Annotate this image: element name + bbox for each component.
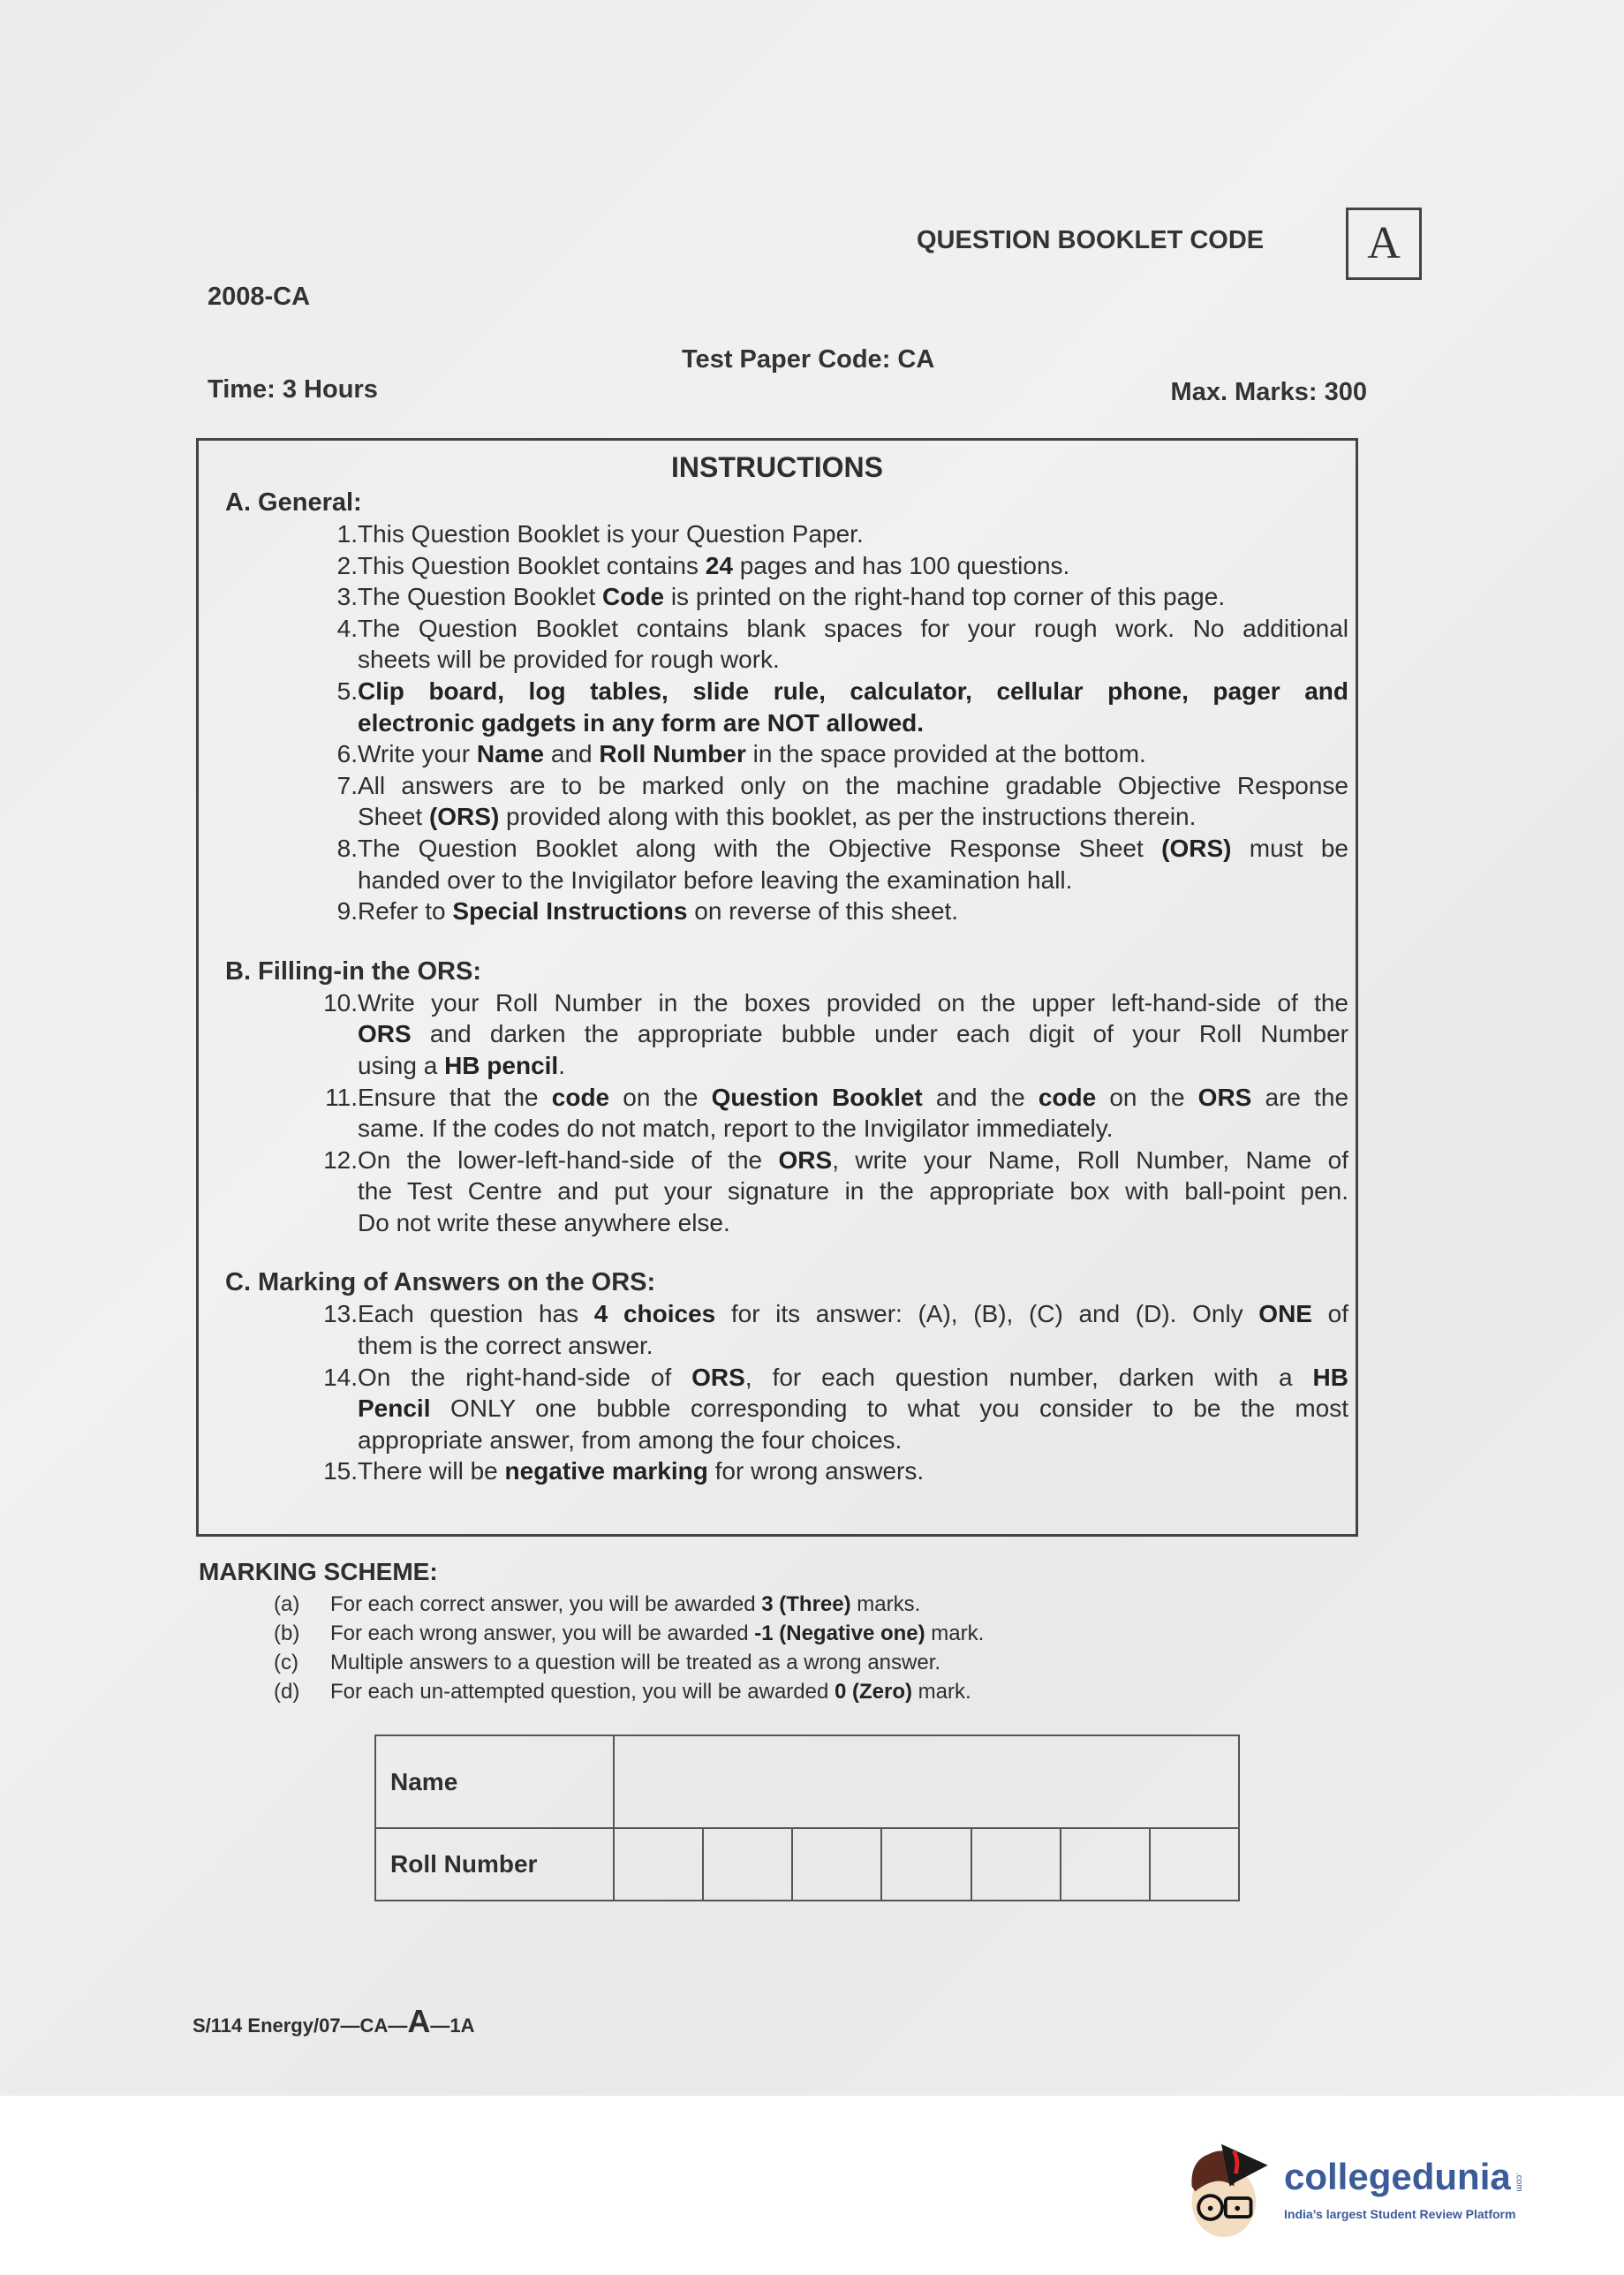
text-segment: , for each question number, darken with a [744, 1363, 1313, 1391]
text-segment: Each question has [358, 1300, 594, 1328]
item-number: 10. [323, 988, 358, 1017]
text-segment: There will be [358, 1457, 505, 1485]
item-line [358, 1175, 1348, 1207]
item-number: 9. [336, 897, 358, 926]
item-label: (c) [274, 1651, 298, 1674]
item-line [358, 801, 1348, 833]
bold-text: electronic gadgets in any form are NOT allowed. [358, 708, 925, 737]
max-marks: Max. Marks: 300 [1170, 378, 1367, 406]
bold-text: Question Booklet [711, 1083, 923, 1111]
text-segment: them is the correct answer. [358, 1332, 653, 1360]
text-segment: The Question Booklet along with the Objective Response Sheet [358, 834, 1162, 862]
logo-wordmark-row [1284, 2155, 1524, 2199]
section-heading: C. Marking of Answers on the ORS: [225, 1268, 656, 1297]
item-number: 15. [323, 1457, 358, 1485]
bold-text: ORS [778, 1145, 833, 1174]
item-number: 2. [336, 551, 358, 579]
item-line [358, 896, 1348, 927]
item-line [358, 833, 1348, 865]
instruction-item [199, 1145, 1356, 1239]
text-segment: sheets will be provided for rough work. [358, 646, 780, 674]
text-segment: , write your Name, Roll Number, Name of [832, 1145, 1348, 1174]
instructions-content [199, 487, 1356, 1487]
text-segment: For each un-attempted question, you will be awarded [330, 1680, 835, 1704]
item-line [358, 987, 1348, 1019]
item-number: 13. [323, 1300, 358, 1328]
item-number: 12. [323, 1145, 358, 1174]
roll-number-digit-box[interactable] [703, 1828, 792, 1901]
section-heading: A. General: [225, 488, 362, 517]
marking-scheme-item [274, 1651, 940, 1675]
instruction-item [199, 550, 1356, 582]
item-line [358, 1393, 1348, 1425]
text-segment: is printed on the right-hand top corner of this page. [664, 583, 1226, 611]
item-number: 4. [336, 614, 358, 642]
bold-text: (ORS) [1161, 834, 1232, 862]
bold-text: Name [476, 740, 545, 768]
text-segment: mark. [912, 1680, 971, 1704]
bold-text: Special Instructions [452, 897, 688, 926]
bold-text: 0 (Zero) [835, 1680, 913, 1704]
text-segment: on the [609, 1083, 712, 1111]
text-segment: . [558, 1051, 565, 1079]
instruction-item [199, 987, 1356, 1082]
item-label: (a) [274, 1592, 300, 1616]
roll-number-digit-box[interactable] [1150, 1828, 1239, 1901]
text-segment: on the [1096, 1083, 1198, 1111]
marking-scheme-heading: MARKING SCHEME: [199, 1558, 438, 1585]
item-line [358, 613, 1348, 645]
text-segment: On the lower-left-hand-side of the [358, 1145, 779, 1174]
text-segment: Write your Roll Number in the boxes provided on the upper left-hand-side of the [358, 988, 1348, 1017]
item-number: 7. [336, 771, 358, 799]
text-segment: of [1311, 1300, 1348, 1328]
roll-number-label: Roll Number [375, 1828, 614, 1901]
marking-scheme-item [274, 1592, 920, 1617]
text-segment: This Question Booklet contains [358, 551, 706, 579]
instruction-item [199, 770, 1356, 833]
text-segment: marks. [850, 1592, 921, 1616]
name-label: Name [375, 1735, 614, 1828]
bold-text: 3 (Three) [761, 1592, 851, 1616]
text-segment: Ensure that the [358, 1083, 552, 1111]
text-segment: ONLY one bubble corresponding to what you consider to be the most [430, 1394, 1348, 1423]
bold-text: ORS [1197, 1083, 1252, 1111]
text-segment: Refer to [358, 897, 453, 926]
bold-text: 4 choices [593, 1300, 716, 1328]
text-segment: for wrong answers. [707, 1457, 925, 1485]
item-line [358, 1113, 1348, 1145]
bold-text: Pencil [358, 1394, 431, 1423]
bold-text: ORS [691, 1363, 745, 1391]
footer-booklet-code: A [407, 2003, 431, 2039]
item-label: (b) [274, 1621, 300, 1645]
roll-number-digit-box[interactable] [614, 1828, 703, 1901]
item-line [358, 1298, 1348, 1330]
item-line [358, 644, 1348, 676]
time-allowed: Time: 3 Hours [208, 375, 378, 404]
bold-text: HB [1312, 1363, 1348, 1391]
bold-text: negative marking [504, 1457, 708, 1485]
item-line [358, 550, 1348, 582]
text-segment: mark. [925, 1621, 985, 1645]
instruction-item [199, 518, 1356, 550]
text-segment: Do not write these anywhere else. [358, 1208, 730, 1236]
bold-text: Roll Number [599, 740, 746, 768]
bold-text: -1 (Negative one) [754, 1621, 925, 1645]
collegedunia-logo [1183, 2135, 1590, 2241]
text-segment: All answers are to be marked only on the machine gradable Objective Response [358, 771, 1348, 799]
text-segment: pages and has 100 questions. [732, 551, 1070, 579]
text-segment: Write your [358, 740, 477, 768]
instruction-item [199, 833, 1356, 896]
instruction-item [199, 1455, 1356, 1487]
name-field[interactable] [614, 1735, 1239, 1828]
item-line [358, 1018, 1348, 1050]
instruction-item [199, 1362, 1356, 1456]
bold-text: code [1038, 1083, 1097, 1111]
roll-number-digit-box[interactable] [971, 1828, 1061, 1901]
roll-number-digit-box[interactable] [881, 1828, 971, 1901]
instruction-item [199, 581, 1356, 613]
item-line [358, 1362, 1348, 1394]
item-line [358, 1425, 1348, 1456]
bold-text: Clip board, log tables, slide rule, calculator, cellular phone, pager and [358, 676, 1348, 705]
test-paper-code: Test Paper Code: CA [682, 345, 935, 374]
item-label: (d) [274, 1680, 300, 1704]
text-segment: and the [922, 1083, 1039, 1111]
bold-text: Code [602, 583, 665, 611]
item-line [358, 865, 1348, 896]
instruction-item [199, 613, 1356, 676]
roll-number-digit-box[interactable] [1061, 1828, 1150, 1901]
text-segment: using a [358, 1051, 445, 1079]
text-segment: handed over to the Invigilator before leaving the examination hall. [358, 865, 1073, 894]
text-segment: On the right-hand-side of [358, 1363, 692, 1391]
footer-prefix: S/114 Energy/07—CA— [193, 2014, 408, 2037]
candidate-details-table [374, 1735, 1240, 1901]
bold-text: HB pencil [444, 1051, 559, 1079]
text-segment: The Question Booklet [358, 583, 603, 611]
bold-text: ONE [1258, 1300, 1312, 1328]
item-line [358, 1082, 1348, 1114]
section-heading: B. Filling-in the ORS: [225, 956, 481, 986]
item-line [358, 1050, 1348, 1082]
instruction-item [199, 896, 1356, 927]
text-segment: and [544, 740, 600, 768]
logo-wordmark: collegedunia [1284, 2156, 1511, 2197]
text-segment: in the space provided at the bottom. [745, 740, 1146, 768]
marking-scheme-item [274, 1680, 971, 1704]
item-number: 1. [336, 520, 358, 548]
roll-number-digit-box[interactable] [792, 1828, 881, 1901]
item-line [358, 738, 1348, 770]
booklet-code-label: QUESTION BOOKLET CODE [917, 226, 1265, 254]
marking-scheme-item [274, 1621, 984, 1646]
logo-tagline: India’s largest Student Review Platform [1284, 2207, 1516, 2221]
text-segment: For each wrong answer, you will be awarded [330, 1621, 755, 1645]
text-segment: For each correct answer, you will be awarded [330, 1592, 762, 1616]
item-line [358, 1455, 1348, 1487]
text-segment: on reverse of this sheet. [687, 897, 959, 926]
bold-text: (ORS) [428, 803, 500, 831]
instruction-item [199, 738, 1356, 770]
item-number: 11. [325, 1083, 358, 1111]
item-line [358, 707, 1348, 739]
item-number: 14. [323, 1363, 358, 1391]
instruction-item [199, 676, 1356, 738]
exam-code: 2008-CA [208, 283, 311, 311]
item-line [358, 770, 1348, 802]
bold-text: code [551, 1083, 610, 1111]
item-line [358, 1330, 1348, 1362]
student-mascot-icon [1183, 2135, 1280, 2241]
bold-text: ORS [358, 1020, 412, 1048]
text-segment: the Test Centre and put your signature in the appropriate box with ball-point pen. [358, 1177, 1348, 1206]
item-line [358, 676, 1348, 707]
item-line [358, 518, 1348, 550]
text-segment: must be [1231, 834, 1348, 862]
instruction-item [199, 1298, 1356, 1361]
item-number: 6. [336, 740, 358, 768]
logo-com: .com [1514, 2173, 1524, 2192]
text-segment: are the [1251, 1083, 1348, 1111]
item-line [358, 581, 1348, 613]
footer-code [193, 2003, 474, 2040]
instruction-item [199, 1082, 1356, 1145]
text-segment: provided along with this booklet, as per the instructions therein. [499, 803, 1197, 831]
text-segment: Multiple answers to a question will be treated as a wrong answer. [330, 1651, 941, 1674]
bold-text: 24 [705, 551, 733, 579]
text-segment: This Question Booklet is your Question Paper. [358, 520, 864, 548]
item-number: 5. [336, 676, 358, 705]
instructions-title: INSTRUCTIONS [671, 451, 883, 483]
text-segment: for its answer: (A), (B), (C) and (D). Only [715, 1300, 1259, 1328]
item-number: 8. [336, 834, 358, 862]
item-line [358, 1207, 1348, 1239]
text-segment: same. If the codes do not match, report to the Invigilator immediately. [358, 1115, 1114, 1143]
footer-suffix: —1A [430, 2014, 475, 2037]
text-segment: The Question Booklet contains blank spaces for your rough work. No additional [358, 614, 1348, 642]
booklet-code-box: A [1346, 208, 1422, 280]
text-segment: and darken the appropriate bubble under each digit of your Roll Number [411, 1020, 1348, 1048]
text-segment: appropriate answer, from among the four choices. [358, 1425, 903, 1454]
item-line [358, 1145, 1348, 1176]
item-number: 3. [336, 583, 358, 611]
text-segment: Sheet [358, 803, 429, 831]
instructions-box [196, 438, 1358, 1537]
